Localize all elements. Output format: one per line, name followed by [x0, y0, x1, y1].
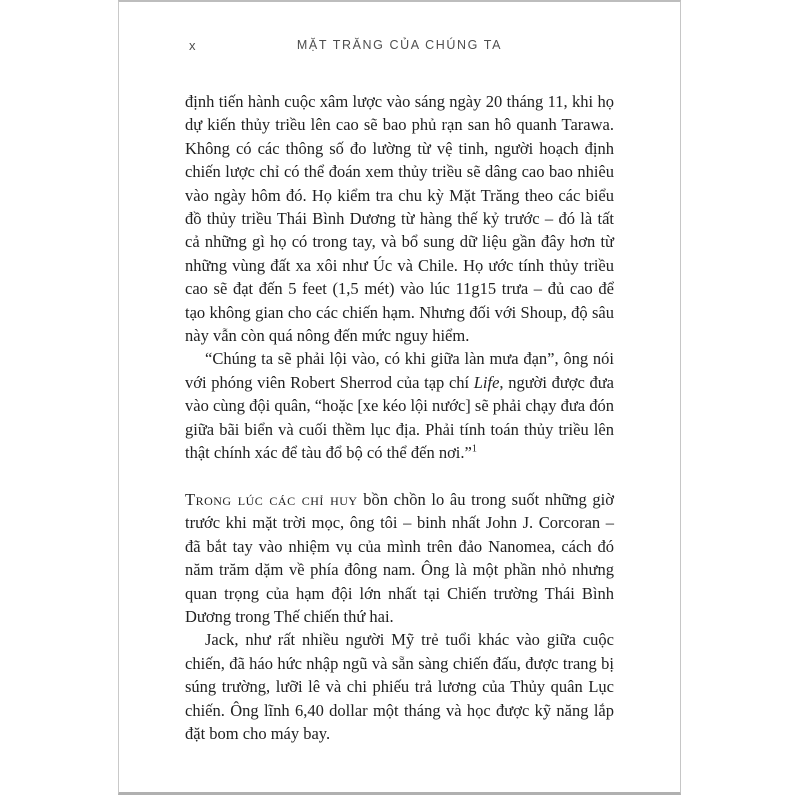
- smallcaps-lead-in: Trong lúc các chỉ huy: [185, 489, 358, 509]
- book-page: [118, 0, 681, 795]
- paragraph: [185, 628, 614, 745]
- page-number: x: [189, 38, 196, 53]
- text-run: , người được đưa vào cùng đội quân, “hoặc [xe kéo lội nước] sẽ phải chạy đưa đón giữa bãi biển và cuối thềm lục địa. Phải tính toán thủy triều lên thật chính xác để tàu đổ bộ có thể đến nơi.”: [185, 372, 614, 463]
- text-run: Jack, như rất nhiều người Mỹ trẻ tuổi khác vào giữa cuộc chiến, đã háo hức nhập ngũ và sẵn sàng chiến đấu, được trang bị súng trường, lưỡi lê và chi phiếu trả lương của Thủy quân Lục chiến. Ông lĩnh 6,40 dollar một tháng và học được kỹ năng lắp đặt bom cho máy bay.: [185, 630, 614, 743]
- paragraph: [185, 488, 614, 628]
- running-header: [119, 38, 680, 54]
- italic-text: Life: [473, 372, 500, 392]
- text-run: bồn chồn lo âu trong suốt những giờ trước khi mặt trời mọc, ông tôi – binh nhất John J. Corcoran – đã bắt tay vào nhiệm vụ của mình trên đảo Nanomea, cách đó năm trăm dặm về phía đông nam. Ông là một phần nhỏ nhưng quan trọng của hạm đội lớn nhất tại Chiến trường Thái Bình Dương trong Thế chiến thứ hai.: [185, 489, 614, 626]
- paragraph: [185, 347, 614, 464]
- body-text: [185, 90, 614, 745]
- text-run: định tiến hành cuộc xâm lược vào sáng ngày 20 tháng 11, khi họ dự kiến thủy triều lên cao sẽ bao phủ rạn san hô quanh Tarawa. Không có các thông số đo lường từ vệ tinh, người hoạch định chiến lược chỉ có thể đoán xem thủy triều sẽ dâng cao bao nhiêu vào ngày hôm đó. Họ kiểm tra chu kỳ Mặt Trăng theo các biểu đồ thủy triều Thái Bình Dương từ hàng thế kỷ trước – đó là tất cả những gì họ có trong tay, và bổ sung dữ liệu gần đây hơn từ những vùng đất xa xôi như Úc và Chile. Họ ước tính thủy triều cao sẽ đạt đến 5 feet (1,5 mét) vào lúc 11g15 trưa – đủ cao để tạo không gian cho các chiến hạm. Nhưng đối với Shoup, độ sâu này vẫn còn quá nông đến mức nguy hiểm.: [185, 92, 614, 346]
- footnote-marker: 1: [471, 443, 477, 455]
- paragraph: [185, 90, 614, 347]
- running-title: MẶT TRĂNG CỦA CHÚNG TA: [296, 38, 503, 52]
- text-run: “Chúng ta sẽ phải lội vào, có khi giữa làn mưa đạn”, ông nói với phóng viên Robert Sherrod của tạp chí: [185, 349, 614, 392]
